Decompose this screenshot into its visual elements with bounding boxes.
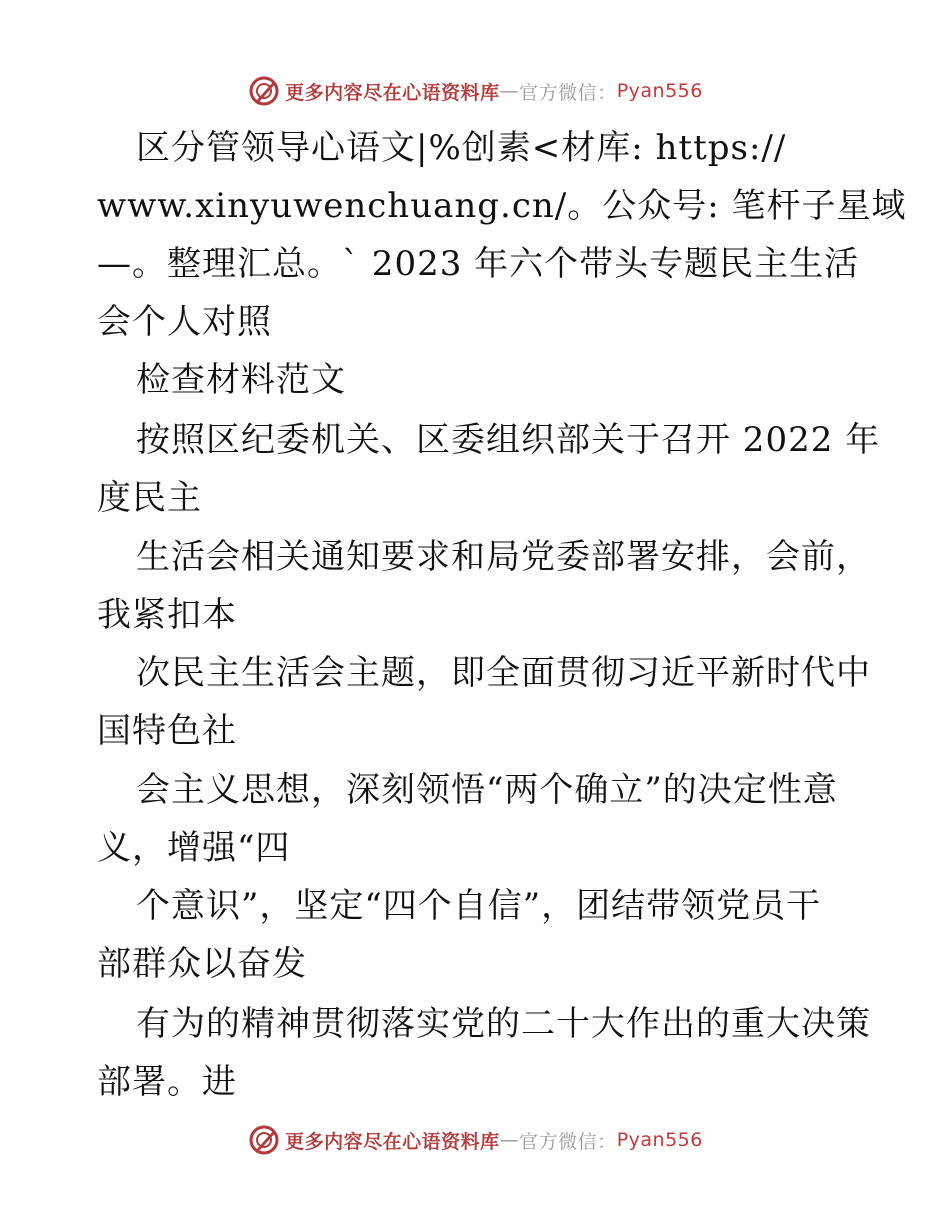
doc-line-2: www.xinyuwenchuang.cn/。公众号: 笔杆子星域 (97, 186, 907, 226)
doc-line-14: 个意识”，坚定“四个自信”，团结带领党员干 (136, 886, 822, 926)
banner-dash: — (499, 1129, 520, 1151)
banner-wechat-label: 官方微信： (519, 81, 617, 104)
pen-logo-icon (247, 1123, 281, 1157)
footer-banner (0, 1120, 950, 1160)
doc-line-10: 次民主生活会主题，即全面贯彻习近平新时代中 (136, 653, 871, 693)
doc-line-15: 部群众以奋发 (97, 944, 307, 984)
doc-line-6: 按照区纪委机关、区委组织部关于召开 2022 年 (136, 420, 881, 460)
banner-dash: — (499, 80, 520, 102)
doc-line-9: 我紧扣本 (97, 595, 237, 635)
doc-line-16: 有为的精神贯彻落实党的二十大作出的重大决策 (136, 1004, 871, 1044)
banner-wechat-label: 官方微信： (519, 1130, 617, 1153)
doc-line-12: 会主义思想，深刻领悟“两个确立”的决定性意 (136, 770, 838, 810)
banner-account: Pyan556 (616, 80, 703, 102)
banner-account: Pyan556 (616, 1129, 703, 1151)
doc-line-13: 义，增强“四 (97, 828, 291, 868)
banner-brand-text: 更多内容尽在心语资料库 (285, 1130, 500, 1153)
doc-line-8: 生活会相关通知要求和局党委部署安排，会前， (136, 537, 871, 577)
doc-line-4: 会个人对照 (97, 302, 272, 342)
doc-line-3: —。整理汇总。` 2023 年六个带头专题民主生活 (97, 244, 860, 284)
doc-line-17: 部署。进 (97, 1062, 237, 1102)
doc-line-11: 国特色社 (97, 711, 237, 751)
banner-brand-text: 更多内容尽在心语资料库 (285, 81, 500, 104)
doc-line-5: 检查材料范文 (136, 360, 346, 400)
doc-line-1: 区分管领导心语文|%创素<材库: https:// (136, 128, 787, 168)
doc-line-7: 度民主 (97, 478, 202, 518)
